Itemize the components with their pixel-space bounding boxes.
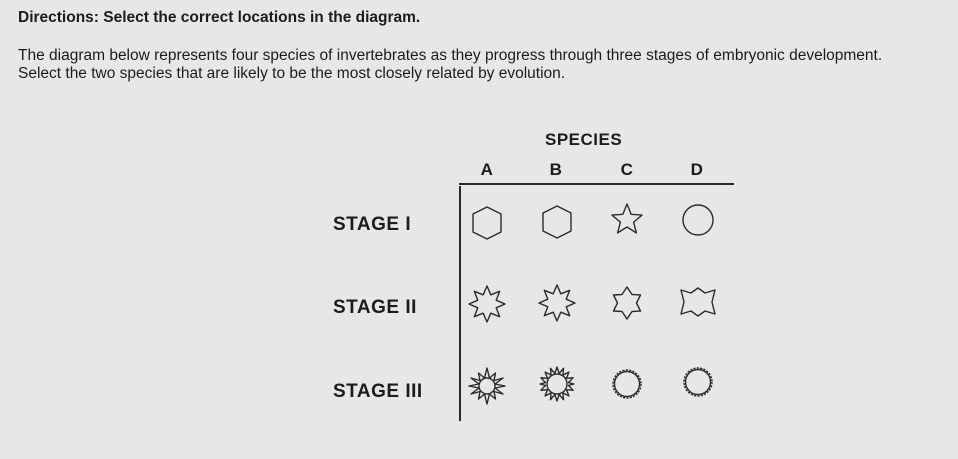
stage-label-2: STAGE II xyxy=(333,297,417,318)
stage3-species-b-sawtooth-sun-shape[interactable] xyxy=(535,362,579,406)
header-divider xyxy=(459,183,734,185)
prompt-line-1: The diagram below represents four species of invertebrates as they progress through three stages of embryonic development. xyxy=(18,47,883,64)
stage3-species-c-notched-circle-shape[interactable] xyxy=(605,362,649,406)
stage1-species-d-circle-shape[interactable] xyxy=(676,198,720,242)
species-label-a: A xyxy=(480,160,494,179)
stage-divider xyxy=(459,186,461,421)
stage3-species-d-notched-circle-shape[interactable] xyxy=(676,360,720,404)
stage-label-3: STAGE III xyxy=(333,381,423,402)
stage3-species-a-spiked-sun-shape[interactable] xyxy=(465,364,509,408)
stage-label-1: STAGE I xyxy=(333,214,412,235)
stage2-species-d-six-point-star-shape[interactable] xyxy=(676,280,720,324)
stage2-species-b-eight-point-star-shape[interactable] xyxy=(535,281,579,325)
stage2-species-a-eight-point-star-shape[interactable] xyxy=(465,282,509,326)
stage1-species-c-star-shape[interactable] xyxy=(605,198,649,242)
species-label-b: B xyxy=(549,160,563,179)
stage2-species-c-six-point-star-shape[interactable] xyxy=(605,281,649,325)
prompt-line-2: Select the two species that are likely to be the most closely related by evolution. xyxy=(18,65,566,82)
stage1-species-a-hexagon-shape[interactable] xyxy=(465,201,509,245)
species-label-c: C xyxy=(620,160,634,179)
stage1-species-b-hexagon-shape[interactable] xyxy=(535,200,579,244)
directions-text: Directions: Select the correct locations in the diagram. xyxy=(18,9,421,26)
species-label-d: D xyxy=(690,160,704,179)
species-heading: SPECIES xyxy=(545,130,623,149)
